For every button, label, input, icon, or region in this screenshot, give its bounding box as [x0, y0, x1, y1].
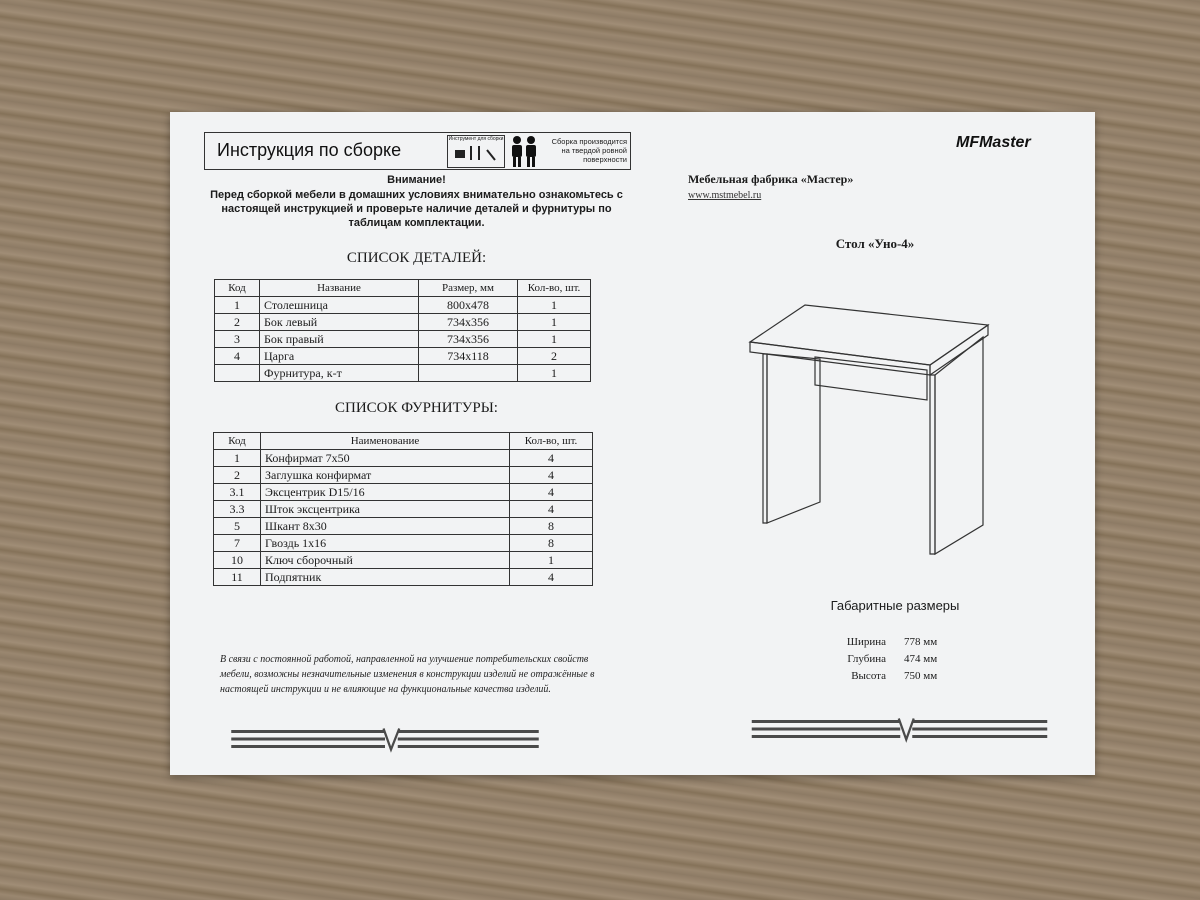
cell-code: 5 [214, 518, 261, 535]
footer-stripes-left [180, 724, 590, 754]
cell-name: Бок правый [260, 331, 419, 348]
factory-url: www.mstmebel.ru [688, 190, 762, 201]
cell-name: Подпятник [261, 569, 510, 586]
cell-code: 2 [215, 314, 260, 331]
dimensions-title: Габаритные размеры [830, 598, 960, 613]
attention-text: Перед сборкой мебели в домашних условиях внимательно ознакомьтесь с настоящей инструкцией и проверьте наличие деталей и фурнитуры по таблицам комплектации. [210, 189, 623, 229]
width-value: 778 мм [904, 636, 938, 648]
cell-name: Столешница [260, 297, 419, 314]
cell-size [419, 365, 518, 382]
table-row [214, 467, 593, 484]
cell-name: Бок левый [260, 314, 419, 331]
cell-qty: 1 [518, 297, 591, 314]
cell-code: 3.1 [214, 484, 261, 501]
surface-note: Сборка производится на твердой ровной поверхности [551, 137, 627, 164]
col-name: Наименование [261, 433, 510, 450]
table-row [214, 552, 593, 569]
attention-title: Внимание! [387, 174, 446, 186]
cell-name: Шкант 8х30 [261, 518, 510, 535]
cell-qty: 1 [518, 365, 591, 382]
cell-qty: 4 [510, 501, 593, 518]
cell-qty: 8 [510, 535, 593, 552]
col-size: Размер, мм [419, 280, 518, 297]
tools-icon [451, 142, 501, 162]
two-people-icon [507, 134, 541, 168]
table-row [215, 365, 591, 382]
cell-qty: 4 [510, 484, 593, 501]
table-row [214, 535, 593, 552]
cell-code: 1 [215, 297, 260, 314]
cell-name: Заглушка конфирмат [261, 467, 510, 484]
cell-code: 11 [214, 569, 261, 586]
parts-table-header [215, 280, 591, 297]
cell-name: Ключ сборочный [261, 552, 510, 569]
col-qty: Кол-во, шт. [510, 433, 593, 450]
cell-code: 4 [215, 348, 260, 365]
table-row [215, 348, 591, 365]
cell-name: Гвоздь 1х16 [261, 535, 510, 552]
col-name: Название [260, 280, 419, 297]
footer-stripes-right [702, 714, 1100, 744]
cell-size: 800х478 [419, 297, 518, 314]
cell-name: Царга [260, 348, 419, 365]
cell-qty: 1 [518, 331, 591, 348]
cell-code: 7 [214, 535, 261, 552]
hardware-list-title: СПИСОК ФУРНИТУРЫ: [335, 400, 498, 416]
cell-code: 10 [214, 552, 261, 569]
table-row [214, 569, 593, 586]
table-row [214, 484, 593, 501]
cell-code: 1 [214, 450, 261, 467]
cell-size: 734х356 [419, 314, 518, 331]
height-label: Высота [851, 670, 886, 682]
cell-qty: 2 [518, 348, 591, 365]
depth-value: 474 мм [904, 653, 938, 665]
disclaimer-text: В связи с постоянной работой, направленной на улучшение потребительских свойств мебели, возможны незначительные изменения в конструкции изделий не отражённые в настоящей инструкции и не влияющие на функциональные качества изделий. [220, 654, 595, 695]
parts-table [214, 279, 591, 382]
cell-code [215, 365, 260, 382]
col-code: Код [214, 433, 261, 450]
cell-name: Фурнитура, к-т [260, 365, 419, 382]
cell-size: 734х118 [419, 348, 518, 365]
cell-qty: 4 [510, 450, 593, 467]
cell-code: 3.3 [214, 501, 261, 518]
table-row [214, 518, 593, 535]
brand-logo: MFMaster [956, 134, 1031, 151]
tools-badge [447, 135, 505, 168]
hardware-table [213, 432, 593, 586]
cell-name: Конфирмат 7х50 [261, 450, 510, 467]
product-name: Стол «Уно-4» [835, 236, 915, 251]
tools-badge-label: Инструмент для сборки [448, 136, 504, 142]
table-row [214, 450, 593, 467]
parts-list-title: СПИСОК ДЕТАЛЕЙ: [346, 250, 487, 266]
table-row [215, 331, 591, 348]
cell-qty: 4 [510, 467, 593, 484]
cell-qty: 4 [510, 569, 593, 586]
cell-code: 2 [214, 467, 261, 484]
cell-code: 3 [215, 331, 260, 348]
title-box [204, 132, 631, 170]
cell-size: 734х356 [419, 331, 518, 348]
instruction-sheet [170, 112, 1095, 775]
width-label: Ширина [846, 636, 886, 648]
factory-name: Мебельная фабрика «Мастер» [688, 172, 854, 186]
col-qty: Кол-во, шт. [518, 280, 591, 297]
document-title: Инструкция по сборке [217, 140, 402, 160]
hardware-table-header [214, 433, 593, 450]
table-row [215, 297, 591, 314]
cell-qty: 1 [518, 314, 591, 331]
cell-name: Эксцентрик D15/16 [261, 484, 510, 501]
cell-name: Шток эксцентрика [261, 501, 510, 518]
desk-drawing [745, 297, 995, 562]
cell-qty: 8 [510, 518, 593, 535]
cell-qty: 1 [510, 552, 593, 569]
table-row [214, 501, 593, 518]
height-value: 750 мм [904, 670, 938, 682]
depth-label: Глубина [847, 653, 886, 665]
col-code: Код [215, 280, 260, 297]
table-row [215, 314, 591, 331]
